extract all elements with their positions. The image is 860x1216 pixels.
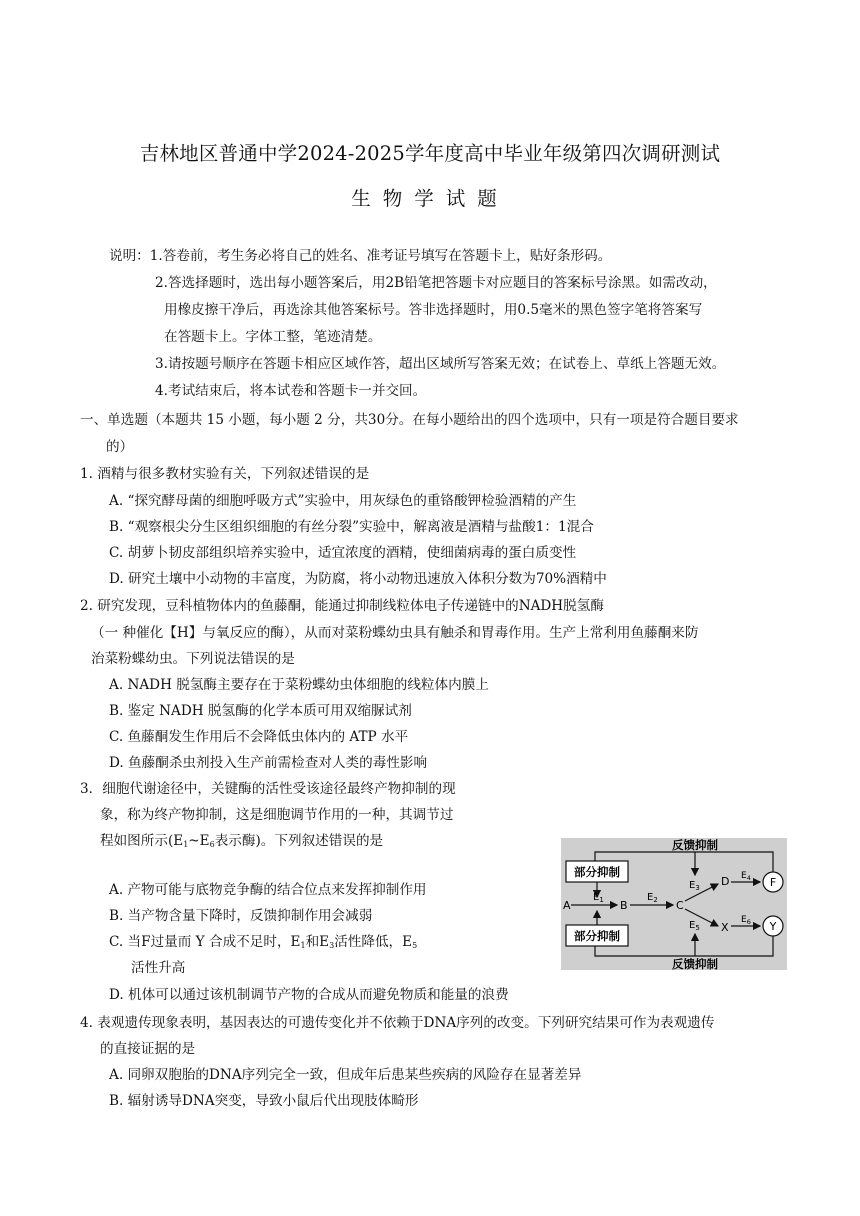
node-y: Y: [769, 920, 777, 933]
enzyme-e2: $E_2$: [647, 892, 658, 904]
node-c: C: [676, 899, 684, 912]
instruction-2-cont: 用橡皮擦干净后，再选涂其他答案标号。答非选择题时，用0.5毫米的黑色签字笔将答案写: [164, 302, 703, 318]
partial-inhibition-label-bottom: 部分抑制: [574, 929, 620, 943]
q3-stem-cont: 象，称为终产物抑制，这是细胞调节作用的一种，其调节过: [100, 807, 454, 823]
q3-option-c-cont: 活性升高: [131, 960, 186, 976]
feedback-label-bottom: 反馈抑制: [672, 957, 718, 970]
q4-option-a: A. 同卵双胞胎的DNA序列完全一致，但成年后患某些疾病的风险存在显著差异: [109, 1067, 582, 1083]
q3-stem: 3．细胞代谢途径中，关键酶的活性受该途径最终产物抑制的现: [80, 781, 456, 797]
q4-stem: 4. 表观遗传现象表明，基因表达的可遗传变化并不依赖于DNA序列的改变。下列研究结果可作为表观遗传: [80, 1015, 715, 1031]
q2-option-a: A. NADH 脱氢酶主要存在于菜粉蝶幼虫体细胞的线粒体内膜上: [109, 677, 489, 693]
q1-option-a: A. “探究酵母菌的细胞呼吸方式”实验中，用灰绿色的重铬酸钾检验酒精的产生: [109, 493, 577, 509]
q3-option-d: D. 机体可以通过该机制调节产物的合成从而避免物质和能量的浪费: [109, 987, 509, 1003]
node-x: X: [721, 921, 729, 934]
q2-option-c: C. 鱼藤酮发生作用后不会降低虫体内的 ATP 水平: [109, 729, 409, 745]
exam-title: 吉林地区普通中学2024-2025学年度高中毕业年级第四次调研测试: [139, 142, 721, 165]
q4-stem-cont: 的直接证据的是: [100, 1041, 196, 1057]
instruction-4: 4.考试结束后，将本试卷和答题卡一并交回。: [155, 383, 427, 399]
feedback-label-top: 反馈抑制: [672, 838, 718, 852]
section-heading-cont: 的）: [106, 439, 134, 455]
instruction-2: 2.答选择题时，选出每小题答案后，用2B铅笔把答题卡对应题目的答案标号涂黑。如需改动，: [155, 275, 717, 291]
q2-stem: 2. 研究发现，豆科植物体内的鱼藤酮，能通过抑制线粒体电子传递链中的NADH脱氢酶: [80, 598, 604, 614]
q1-option-c: C. 胡萝卜韧皮部组织培养实验中，适宜浓度的酒精，使细菌病毒的蛋白质变性: [109, 545, 577, 561]
section-heading: 一、单选题（本题共 15 小题，每小题 2 分，共30分。在每小题给出的四个选项中，只有一项是符合题目要求: [80, 412, 739, 428]
instruction-1: 说明：1.答卷前，考生务必将自己的姓名、准考证号填写在答题卡上，贴好条形码。: [109, 248, 612, 264]
node-b: B: [620, 899, 628, 912]
q1-stem: 1. 酒精与很多教材实验有关，下列叙述错误的是: [80, 466, 370, 482]
node-a: A: [563, 899, 571, 912]
enzyme-e6: $E_6$: [741, 915, 751, 926]
q3-option-c: C. 当F过量而 Y 合成不足时，$E_1$和$E_3$活性降低，$E_5$: [109, 934, 418, 950]
q3-option-b: B. 当产物含量下降时，反馈抑制作用会减弱: [109, 908, 373, 924]
exam-subtitle: 生物学试题: [351, 187, 509, 210]
feedback-inhibition-diagram: [561, 838, 787, 970]
enzyme-e3: $E_3$: [689, 880, 700, 892]
node-d: D: [721, 875, 730, 888]
q4-option-b: B. 辐射诱导DNA突变，导致小鼠后代出现肢体畸形: [109, 1093, 419, 1109]
enzyme-e1: $E_1$: [593, 892, 604, 904]
q2-option-d: D. 鱼藤酮杀虫剂投入生产前需检查对人类的毒性影响: [109, 755, 428, 771]
instruction-2-cont2: 在答题卡上。字体工整，笔迹清楚。: [164, 329, 382, 345]
enzyme-e5: $E_5$: [689, 920, 700, 932]
enzyme-e4: $E_4$: [741, 871, 751, 882]
instruction-3: 3.请按题号顺序在答题卡相应区域作答，超出区域所写答案无效；在试卷上、草纸上答题无效。: [155, 356, 726, 372]
q2-stem-cont: （一 种催化【H】与氧反应的酶），从而对菜粉蝶幼虫具有触杀和胃毒作用。生产上常利用鱼藤酮来防: [91, 625, 699, 641]
q3-option-a: A. 产物可能与底物竞争酶的结合位点来发挥抑制作用: [109, 882, 427, 898]
node-f: F: [769, 876, 777, 889]
q3-stem-cont2: 程如图所示($E_1\sim E_6$表示酶)。下列叙述错误的是: [100, 833, 384, 849]
q2-option-b: B. 鉴定 NADH 脱氢酶的化学本质可用双缩脲试剂: [109, 703, 412, 719]
q1-option-d: D. 研究土壤中小动物的丰富度，为防腐，将小动物迅速放入体积分数为70%酒精中: [109, 571, 607, 587]
q2-stem-cont2: 治菜粉蝶幼虫。下列说法错误的是: [91, 651, 295, 667]
partial-inhibition-label-top: 部分抑制: [574, 865, 620, 879]
q1-option-b: B. “观察根尖分生区组织细胞的有丝分裂”实验中，解离液是酒精与盐酸1：1混合: [109, 519, 594, 535]
